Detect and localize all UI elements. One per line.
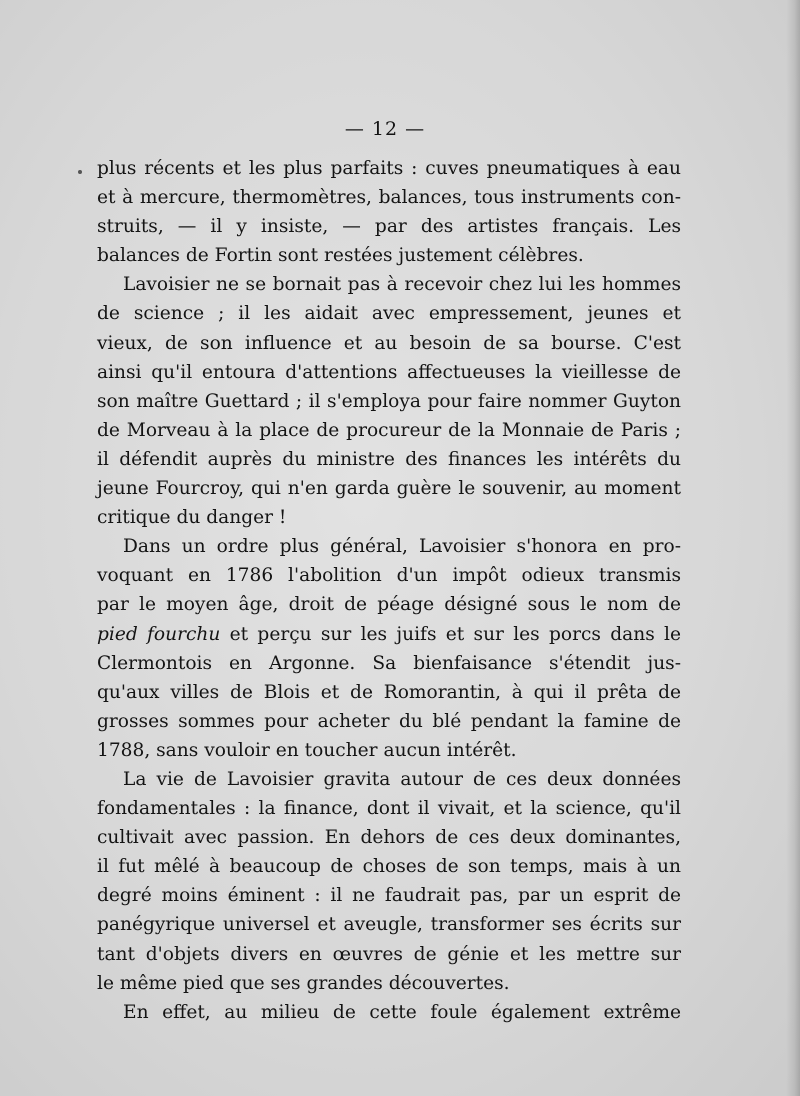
text-line: Clermontois en Argonne. Sa bienfaisance s'étendit jus-	[97, 652, 681, 674]
text-line: de science ; il les aidait avec empressement, jeunes et	[97, 303, 681, 325]
text-line: tant d'objets divers en œuvres de génie et les mettre sur	[97, 943, 681, 965]
page-edge-shadow	[786, 0, 800, 1096]
text-line: En effet, au milieu de cette foule également extrême	[123, 1001, 681, 1023]
text-line: le même pied que ses grandes découvertes.	[97, 972, 510, 994]
text-line: par le moyen âge, droit de péage désigné sous le nom de	[97, 594, 681, 616]
text-line: Lavoisier ne se bornait pas à recevoir chez lui les hommes	[123, 274, 681, 296]
text-line: qu'aux villes de Blois et de Romorantin, à qui il prêta de	[97, 681, 681, 703]
body-text	[97, 154, 681, 1027]
text-line: Dans un ordre plus général, Lavoisier s'honora en pro-	[123, 536, 681, 558]
text-line-with-italic	[97, 620, 681, 649]
text-line: La vie de Lavoisier gravita autour de ces deux données	[123, 768, 681, 790]
text-line: plus récents et les plus parfaits : cuves pneumatiques à eau	[97, 158, 681, 179]
text-line: et à mercure, thermomètres, balances, tous instruments con-	[97, 187, 681, 209]
text-line: struits, — il y insiste, — par des artistes français. Les	[97, 216, 681, 238]
text-line: son maître Guettard ; il s'employa pour faire nommer Guyton	[97, 390, 681, 412]
text-line: balances de Fortin sont restées justement célèbres.	[97, 245, 584, 267]
text-line: degré moins éminent : il ne faudrait pas, par un esprit de	[97, 885, 681, 907]
text-line: voquant en 1786 l'abolition d'un impôt odieux transmis	[97, 565, 681, 587]
ink-speck	[78, 170, 82, 174]
text-line: fondamentales : la finance, dont il vivait, et la science, qu'il	[97, 798, 681, 820]
text-line: ainsi qu'il entoura d'attentions affectueuses la vieillesse de	[97, 361, 681, 383]
text-line: critique du danger !	[97, 507, 287, 529]
text-line: de Morveau à la place de procureur de la Monnaie de Paris ;	[97, 419, 681, 441]
text-line-rest: et perçu sur les juifs et sur les porcs dans le	[220, 623, 681, 645]
text-line: jeune Fourcroy, qui n'en garda guère le souvenir, au moment	[97, 478, 681, 500]
text-line: 1788, sans vouloir en toucher aucun intérêt.	[97, 739, 517, 761]
page-number: — 12 —	[344, 118, 426, 140]
text-line: grosses sommes pour acheter du blé pendant la famine de	[97, 710, 681, 732]
text-line: il fut mêlé à beaucoup de choses de son temps, mais à un	[97, 856, 681, 878]
text-line: il défendit auprès du ministre des finances les intérêts du	[97, 448, 681, 470]
text-line: cultivait avec passion. En dehors de ces deux dominantes,	[97, 827, 681, 849]
text-line: panégyrique universel et aveugle, transformer ses écrits sur	[97, 914, 681, 936]
italic-term: pied fourchu	[97, 623, 221, 645]
text-line: vieux, de son influence et au besoin de sa bourse. C'est	[97, 332, 681, 354]
